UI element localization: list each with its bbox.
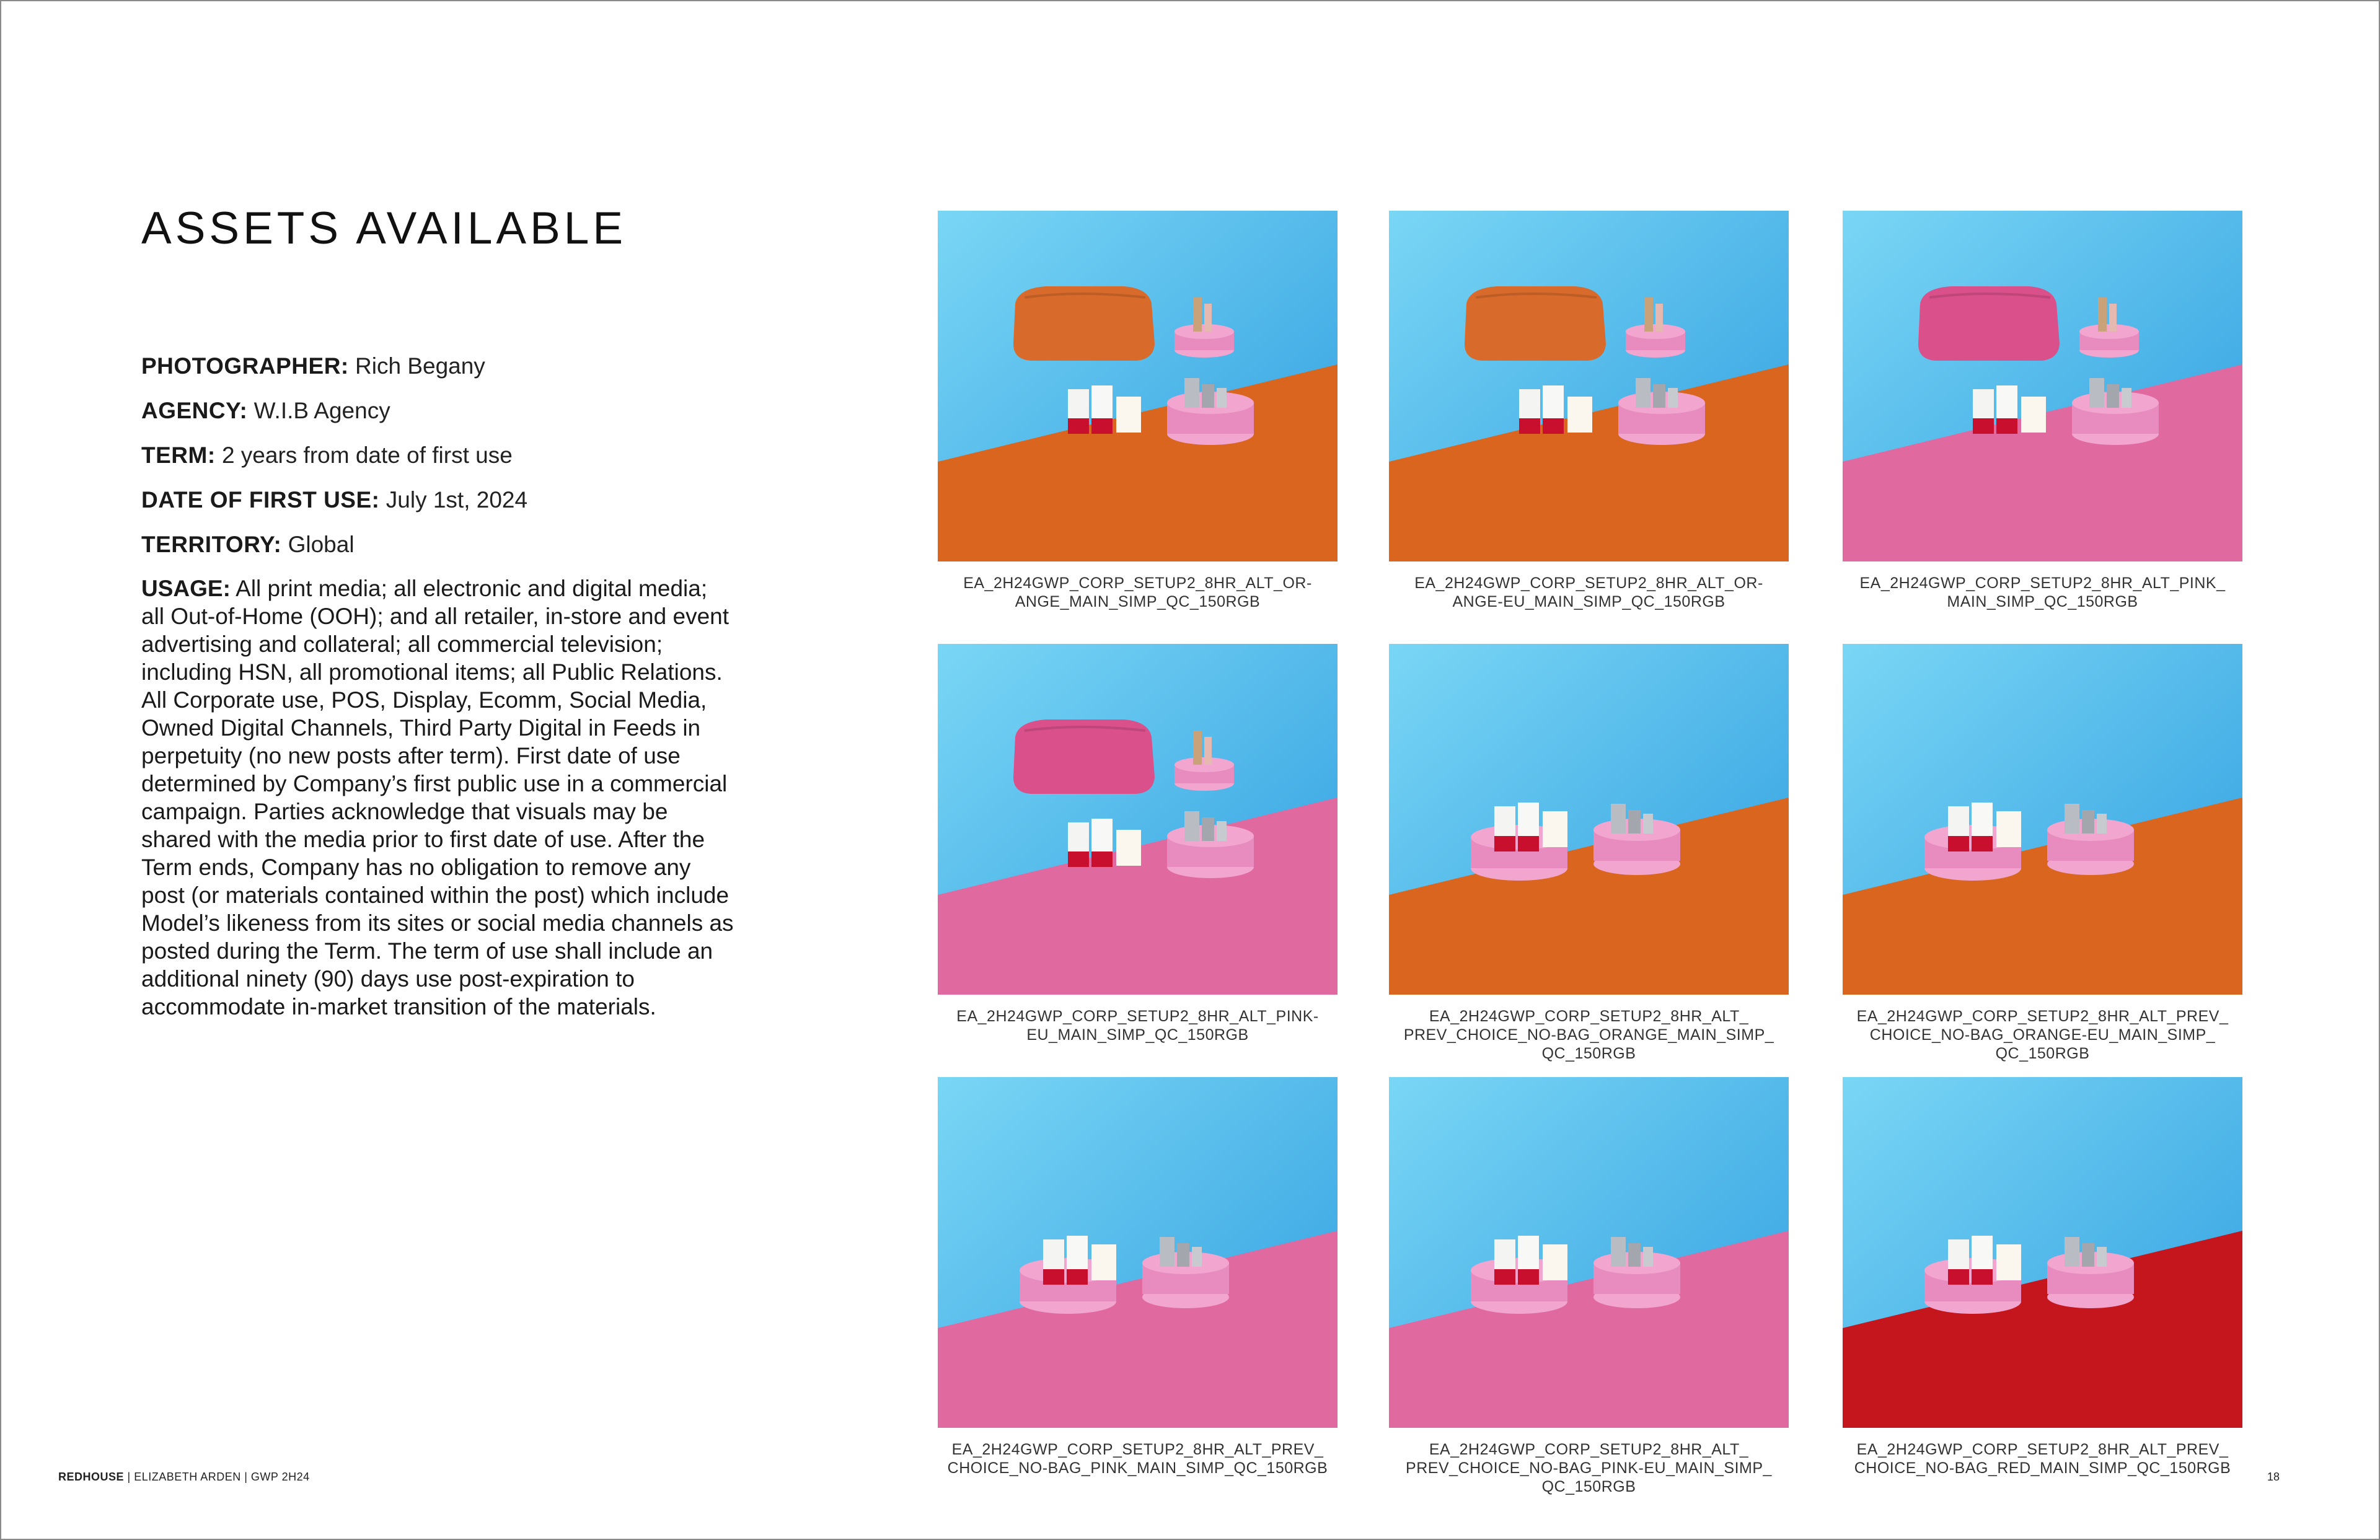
asset-filename: EA_2H24GWP_CORP_SETUP2_8HR_ALT_ PREV_CHOICE_NO-BAG_PINK-EU_MAIN_SIMP_ QC_150RGB (1406, 1441, 1772, 1495)
page-number: 18 (2267, 1471, 2280, 1483)
usage-paragraph (141, 574, 736, 1021)
product-photo[interactable] (1843, 211, 2242, 561)
photo-svg (1389, 1077, 1789, 1428)
product-photo[interactable] (1843, 1077, 2242, 1428)
asset-filename: EA_2H24GWP_CORP_SETUP2_8HR_ALT_PINK_ MAIN_SIMP_QC_150RGB (1859, 574, 2226, 610)
credit-agency (141, 396, 736, 426)
photo-svg (1389, 211, 1789, 561)
product-photo[interactable] (1389, 1077, 1789, 1428)
credits-block (141, 351, 736, 1021)
photo-svg (1843, 644, 2242, 995)
credit-value: 2 years from date of first use (221, 442, 513, 468)
photo-svg (938, 644, 1338, 995)
asset-filename: EA_2H24GWP_CORP_SETUP2_8HR_ALT_PREV_ CHOICE_NO-BAG_RED_MAIN_SIMP_QC_150RGB (1854, 1441, 2231, 1477)
credit-value: Global (288, 532, 355, 557)
product-photo[interactable] (938, 644, 1338, 995)
credit-label: TERRITORY: (141, 532, 282, 557)
asset-filename: EA_2H24GWP_CORP_SETUP2_8HR_ALT_PREV_ CHOICE_NO-BAG_ORANGE-EU_MAIN_SIMP_ QC_150RGB (1856, 1008, 2229, 1062)
product-photo[interactable] (1389, 644, 1789, 995)
footer-text: | ELIZABETH ARDEN | GWP 2H24 (124, 1471, 310, 1483)
credit-label: DATE OF FIRST USE: (141, 487, 380, 513)
credit-territory (141, 530, 736, 560)
asset-filename: EA_2H24GWP_CORP_SETUP2_8HR_ALT_ PREV_CHOICE_NO-BAG_ORANGE_MAIN_SIMP_ QC_150RGB (1403, 1008, 1774, 1062)
credit-term (141, 441, 736, 470)
credit-date-of-first-use (141, 485, 736, 515)
photo-svg (938, 211, 1338, 561)
product-photo[interactable] (1843, 644, 2242, 995)
asset-filename: EA_2H24GWP_CORP_SETUP2_8HR_ALT_OR- ANGE-EU_MAIN_SIMP_QC_150RGB (1414, 574, 1763, 610)
asset-filename: EA_2H24GWP_CORP_SETUP2_8HR_ALT_PINK- EU_MAIN_SIMP_QC_150RGB (956, 1008, 1319, 1044)
usage-text: All print media; all electronic and digital media; all Out-of-Home (OOH); and all retailer, in-store and event advertising and collateral; all commercial television; including HSN, all promotional items; all Public Relations. All Corporate use, POS, Display, Ecomm, Social Media, Owned Digital Channels, Third Party Digital in Feeds in perpetuity (no new posts after term). First date of use determined by Company’s first public use in a commercial campaign. Parties acknowledge that visuals may be shared with the media prior to first date of use. After the Term ends, Company has no obligation to remove any post (or materials contained within the post) which include Model’s likeness from its sites or social media channels as posted during the Term. The term of use shall include an additional ninety (90) days use post-expiration to accommodate in-market transition of the materials. (141, 576, 734, 1019)
product-photo[interactable] (938, 211, 1338, 561)
photo-svg (1843, 1077, 2242, 1428)
credit-value: W.I.B Agency (253, 398, 390, 423)
credit-value: July 1st, 2024 (386, 487, 528, 513)
credit-label: PHOTOGRAPHER: (141, 353, 349, 379)
footer (58, 1471, 310, 1484)
credit-photographer (141, 351, 736, 381)
credit-label: AGENCY: (141, 398, 248, 423)
photo-svg (1389, 644, 1789, 995)
credit-value: Rich Begany (355, 353, 485, 379)
photo-svg (1843, 211, 2242, 561)
photo-svg (938, 1077, 1338, 1428)
footer-brand: REDHOUSE (58, 1471, 125, 1483)
asset-filename: EA_2H24GWP_CORP_SETUP2_8HR_ALT_OR- ANGE_MAIN_SIMP_QC_150RGB (963, 574, 1312, 610)
page-title: ASSETS AVAILABLE (141, 203, 627, 253)
asset-filename: EA_2H24GWP_CORP_SETUP2_8HR_ALT_PREV_ CHOICE_NO-BAG_PINK_MAIN_SIMP_QC_150RGB (947, 1441, 1328, 1477)
product-photo[interactable] (1389, 211, 1789, 561)
credit-label: TERM: (141, 442, 216, 468)
usage-label: USAGE: (141, 576, 231, 601)
product-photo[interactable] (938, 1077, 1338, 1428)
